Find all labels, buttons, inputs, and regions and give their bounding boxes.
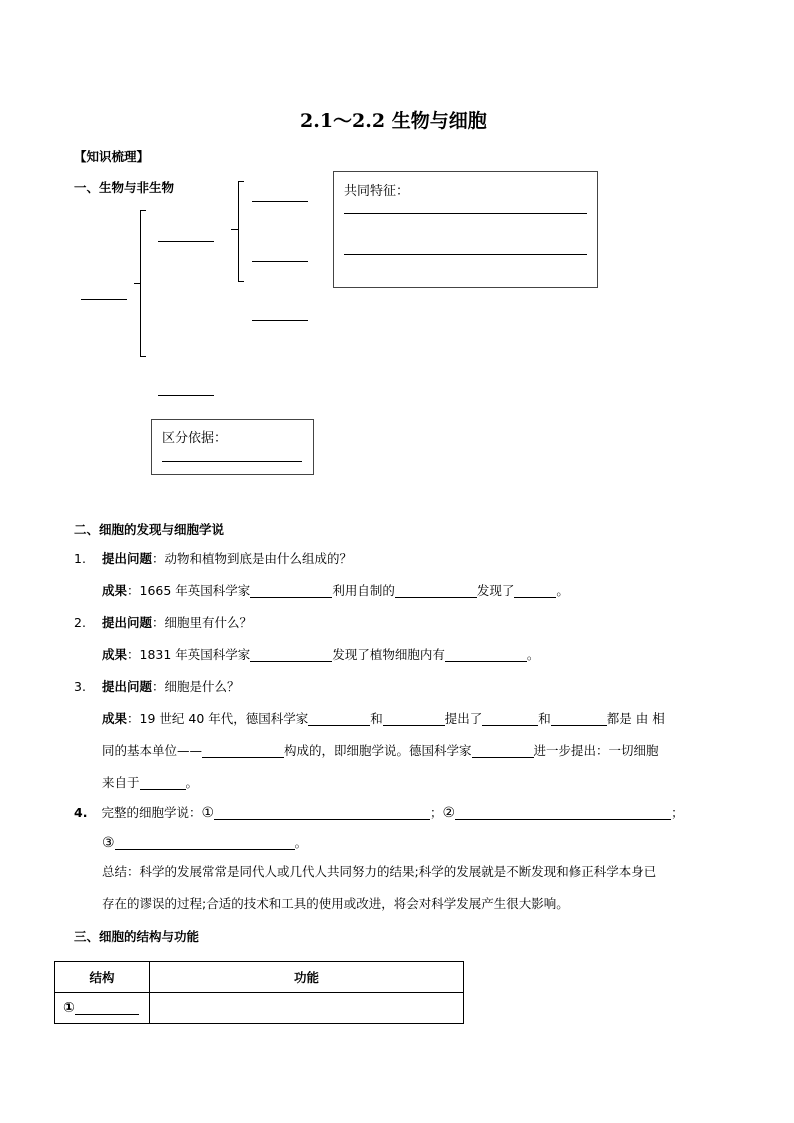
item4-marker-3: ③ xyxy=(102,835,115,851)
item1-blank-scientist[interactable] xyxy=(250,585,332,599)
brace-sub-tip xyxy=(231,229,238,230)
common-features-label: 共同特征： xyxy=(344,184,410,199)
item2-blank-scientist[interactable] xyxy=(250,649,332,663)
item1-question xyxy=(74,549,352,567)
blank-root[interactable] xyxy=(81,299,127,300)
item3-r-text-1: ：19 世纪 40 年代，德国科学家 xyxy=(127,711,309,726)
brace-main-bottom xyxy=(140,356,146,357)
item2-q-text: ：细胞里有什么？ xyxy=(151,615,252,630)
item4-marker-2: ② xyxy=(442,805,456,821)
item3-q-label: 提出问题 xyxy=(101,679,152,694)
cell-structure[interactable] xyxy=(55,993,150,1024)
item3-r-text-5: 都是 由 相 xyxy=(606,711,665,726)
item2-result xyxy=(102,645,539,663)
basis-blank[interactable] xyxy=(162,461,302,462)
header-function: 功能 xyxy=(150,962,464,993)
structure-blank[interactable] xyxy=(75,1002,139,1016)
item4-blank-3[interactable] xyxy=(115,837,295,851)
item1-r-text-4: 。 xyxy=(556,583,569,598)
item4-end: 。 xyxy=(294,835,308,850)
item3-q-text: ：细胞是什么？ xyxy=(151,679,240,694)
table-header-row xyxy=(55,962,464,993)
item3-result-line3 xyxy=(102,773,198,791)
item4-marker-1: ① xyxy=(201,805,215,821)
item1-q-text: ：动物和植物到底是由什么组成的？ xyxy=(151,551,352,566)
basis-box xyxy=(151,419,314,475)
blank-nonliving[interactable] xyxy=(158,395,214,396)
item4-text: 完整的细胞学说： xyxy=(101,805,202,820)
item1-blank-discovery[interactable] xyxy=(514,585,556,599)
item2-r-text-1: ：1831 年英国科学家 xyxy=(127,647,251,662)
row-marker: ① xyxy=(63,1000,75,1016)
item4-blank-1[interactable] xyxy=(214,807,430,821)
basis-label: 区分依据： xyxy=(162,431,228,446)
item3-r-text-4: 和 xyxy=(538,711,551,726)
section2-heading: 二、细胞的发现与细胞学说 xyxy=(74,522,225,537)
item2-r-label: 成果 xyxy=(102,647,128,662)
item1-blank-tool[interactable] xyxy=(395,585,477,599)
brace-sub xyxy=(238,181,239,281)
item1-q-label: 提出问题 xyxy=(101,551,152,566)
summary-line-1: 总结：科学的发展常常是同代人或几代人共同努力的结果;科学的发展就是不断发现和修正科学本身已 xyxy=(102,864,657,879)
item2-blank-content[interactable] xyxy=(445,649,527,663)
item1-result xyxy=(102,581,569,599)
cell-function[interactable] xyxy=(150,993,464,1024)
item2-r-text-2: 发现了植物细胞内有 xyxy=(332,647,445,662)
item4-sep-1: ； xyxy=(430,805,443,820)
header-structure: 结构 xyxy=(55,962,150,993)
page-title: 2.1～2.2 生物与细胞 xyxy=(300,110,487,132)
item3-r-line2-text-3: 进一步提出：一切细胞 xyxy=(533,743,659,758)
table-row xyxy=(55,993,464,1024)
item3-result-line2 xyxy=(102,741,659,759)
common-features-blank-2[interactable] xyxy=(344,254,587,255)
blank-sub-3[interactable] xyxy=(252,320,308,321)
item4-line1 xyxy=(74,803,684,821)
brace-main-tip xyxy=(134,283,140,284)
blank-living[interactable] xyxy=(158,241,214,242)
item3-blank-unit[interactable] xyxy=(202,745,284,759)
summary-line-2: 存在的谬误的过程;合适的技术和工具的使用或改进，将会对科学发展产生很大影响。 xyxy=(102,896,569,911)
item4-line2 xyxy=(102,833,307,851)
brace-sub-top xyxy=(238,181,244,182)
item2-q-label: 提出问题 xyxy=(101,615,152,630)
brace-sub-bottom xyxy=(238,281,244,282)
item3-blank-scientist-1[interactable] xyxy=(308,713,370,727)
item3-number: 3. xyxy=(74,679,86,694)
item4-sep-2: ； xyxy=(671,805,684,820)
brace-main xyxy=(140,210,141,356)
item1-r-text-1: ：1665 年英国科学家 xyxy=(127,583,251,598)
item3-r-line3-text-2: 。 xyxy=(185,775,199,790)
item3-r-line3-text-1: 来自于 xyxy=(102,775,140,790)
blank-sub-1[interactable] xyxy=(252,201,308,202)
item3-result-line1 xyxy=(102,709,665,727)
item3-question xyxy=(74,677,239,695)
item3-blank-scientist-3[interactable] xyxy=(472,745,534,759)
common-features-box xyxy=(333,171,598,288)
item4-number: 4. xyxy=(74,805,88,820)
item3-blank-origin[interactable] xyxy=(140,777,186,791)
section1-heading: 一、生物与非生物 xyxy=(74,180,175,195)
item1-r-label: 成果 xyxy=(102,583,128,598)
item1-number: 1. xyxy=(74,551,86,566)
brace-main-top xyxy=(140,210,146,211)
item2-number: 2. xyxy=(74,615,86,630)
item1-r-text-2: 利用自制的 xyxy=(332,583,395,598)
item3-r-text-3: 提出了 xyxy=(444,711,483,726)
item3-r-line2-text-2: 构成的，即细胞学说。德国科学家 xyxy=(284,743,472,758)
structure-function-table xyxy=(54,961,464,1024)
item4-blank-2[interactable] xyxy=(455,807,671,821)
item3-r-label: 成果 xyxy=(102,711,128,726)
section2-content xyxy=(74,549,734,909)
item3-blank-organism-2[interactable] xyxy=(551,713,607,727)
item2-question xyxy=(74,613,252,631)
item3-r-text-2: 和 xyxy=(370,711,383,726)
knowledge-header: 【知识梳理】 xyxy=(74,149,150,164)
item1-r-text-3: 发现了 xyxy=(476,583,515,598)
item3-blank-scientist-2[interactable] xyxy=(383,713,445,727)
blank-sub-2[interactable] xyxy=(252,261,308,262)
item3-blank-organism-1[interactable] xyxy=(482,713,538,727)
item3-r-line2-text-1: 同的基本单位—— xyxy=(102,743,203,758)
item2-r-text-3: 。 xyxy=(526,647,540,662)
section3-heading: 三、细胞的结构与功能 xyxy=(74,929,200,944)
common-features-blank-1[interactable] xyxy=(344,213,587,214)
